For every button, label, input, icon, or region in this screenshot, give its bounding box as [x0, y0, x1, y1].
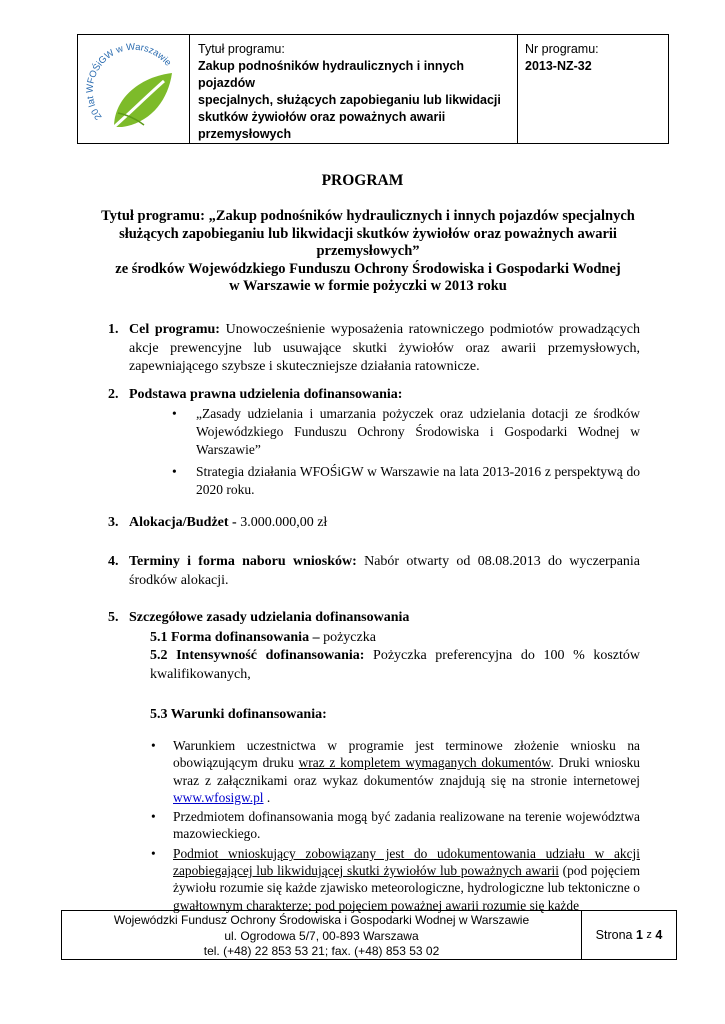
section-text: 3.000.000,00 zł [240, 515, 328, 530]
header-table [77, 34, 669, 144]
page-number [582, 911, 676, 959]
section-label: Alokacja/Budżet - [129, 515, 237, 530]
list-item-text: . [263, 789, 271, 805]
footer-address [62, 911, 582, 959]
section-body [129, 321, 640, 377]
bullet-icon: • [151, 809, 156, 825]
list-item-text: Strategia działania WFOŚiGW w Warszawie na lata 2013-2016 z perspektywą do 2020 roku. [196, 464, 640, 497]
list-item-text: Przedmiotem dofinansowania mogą być zadania realizowane na terenie województwa mazowieckiego. [173, 809, 640, 842]
list-item-text: (pod pojęciem żywiołu rozumie się każde zjawisko meteorologiczne, hydrologiczne lub tektoniczne o gwałtownym charakterze; pod pojęciem poważnej awarii rozumie się każde [173, 863, 640, 913]
conditions-list [148, 737, 640, 916]
number-value: 2013-NZ-32 [525, 59, 592, 73]
title-label: Tytuł programu: [198, 42, 285, 56]
section-body [129, 609, 640, 628]
section-5 [108, 609, 640, 628]
program-title [88, 208, 648, 296]
section-body [129, 386, 640, 405]
section-label: Cel programu: [129, 322, 220, 337]
section-number: 2. [108, 387, 119, 402]
required-documents-text: wraz z kompletem wymaganych dokumentów [298, 755, 551, 771]
program-title-line: przemysłowych” [316, 243, 420, 259]
legal-basis-list [170, 405, 640, 503]
footer-line: Wojewódzki Fundusz Ochrony Środowiska i Gospodarki Wodnej w Warszawie [113, 913, 530, 927]
subsection-5-1 [150, 628, 640, 647]
footer-line: ul. Ogrodowa 5/7, 00-893 Warszawa [224, 928, 419, 943]
list-item [148, 737, 640, 806]
section-body [129, 514, 640, 533]
page-sep: z [646, 929, 652, 941]
list-item [170, 463, 640, 499]
list-item-text: . Druki wniosku wraz z załącznikami oraz wykaz dokumentów znajdują się na stronie internetowej [173, 755, 640, 788]
page-prefix: Strona [595, 928, 633, 942]
list-item [148, 808, 640, 843]
section-4 [108, 553, 640, 590]
logo-cell [78, 35, 190, 143]
page-current: 1 [635, 928, 643, 942]
subsection-label: 5.3 Warunki dofinansowania: [150, 707, 327, 722]
section-2 [108, 386, 640, 405]
footer-table [61, 910, 677, 960]
list-item-text: „Zasady udzielania i umarzania pożyczek oraz udzielania dotacji ze środków Wojewódzkiego Funduszu Ochrony Środowiska i Gospodarki Wodnej w Warszawie” [196, 406, 640, 457]
section-number: 1. [108, 322, 119, 337]
subsection-text: Pożyczka preferencyjna do 100 % kosztów kwalifikowanych, [150, 648, 640, 682]
section-label: Terminy i forma naboru wniosków: [129, 554, 357, 569]
subsection-text: pożyczka [323, 630, 376, 645]
list-item [170, 405, 640, 459]
subsection-5-2 [150, 646, 640, 684]
list-item-text: Warunkiem uczestnictwa w programie jest terminowe złożenie wniosku na obowiązującym druku [173, 738, 640, 771]
bullet-icon: • [151, 845, 156, 861]
footer-line: tel. (+48) 22 853 53 21; fax. (+48) 853 53 02 [203, 944, 440, 958]
section-body [129, 553, 640, 590]
bullet-icon: • [172, 464, 177, 479]
program-title-line: w Warszawie w formie pożyczki w 2013 roku [229, 278, 507, 294]
section-1 [108, 321, 640, 377]
bullet-icon: • [172, 406, 177, 421]
title-line: specjalnych, służących zapobieganiu lub likwidacji [198, 93, 501, 107]
program-title-line: Tytuł programu: „Zakup podnośników hydraulicznych i innych pojazdów specjalnych [101, 208, 635, 224]
website-link[interactable]: www.wfosigw.pl [173, 789, 264, 805]
section-3 [108, 514, 640, 533]
subsection-label: 5.1 Forma dofinansowania – [150, 630, 320, 645]
program-title-line: służących zapobieganiu lub likwidacji skutków żywiołów oraz poważnych awarii [119, 225, 617, 242]
title-line: Zakup podnośników hydraulicznych i innych pojazdów [198, 59, 465, 90]
section-label: Szczegółowe zasady udzielania dofinansowania [129, 610, 410, 625]
page-total: 4 [655, 928, 663, 942]
title-cell [190, 35, 518, 143]
number-label: Nr programu: [525, 42, 599, 56]
title-line: skutków żywiołów oraz poważnych awarii [198, 110, 446, 124]
section-number: 5. [108, 610, 119, 625]
section-number: 4. [108, 554, 119, 569]
section-text: Unowocześnienie wyposażenia ratowniczego podmiotów prowadzących akcje prewencyjne lub usuwające skutki żywiołów oraz awarii przemysłowych, zapewniającego szybsze i skuteczniejsze działania ratownicze. [129, 322, 640, 374]
document-title: PROGRAM [321, 172, 404, 189]
logo-text: 20 lat WFOŚiGW w Warszawie [84, 41, 174, 122]
number-cell [518, 35, 668, 143]
section-number: 3. [108, 515, 119, 530]
section-text: Nabór otwarty od 08.08.2013 do wyczerpania środków alokacji. [129, 554, 641, 588]
subsection-5-3 [150, 705, 640, 724]
section-label: Podstawa prawna udzielenia dofinansowania: [129, 387, 403, 402]
bullet-icon: • [151, 738, 156, 753]
subsection-label: 5.2 Intensywność dofinansowania: [150, 648, 365, 663]
title-line: przemysłowych [198, 127, 292, 141]
program-title-line: ze środków Wojewódzkiego Funduszu Ochrony Środowiska i Gospodarki Wodnej [115, 260, 621, 277]
wfosigw-logo [84, 39, 184, 139]
underlined-requirement: Podmiot wnioskujący zobowiązany jest do udokumentowania udziału w akcji zapobiegającej lub likwidującej skutki żywiołów lub poważnych awarii [173, 845, 640, 879]
list-item [148, 845, 640, 914]
